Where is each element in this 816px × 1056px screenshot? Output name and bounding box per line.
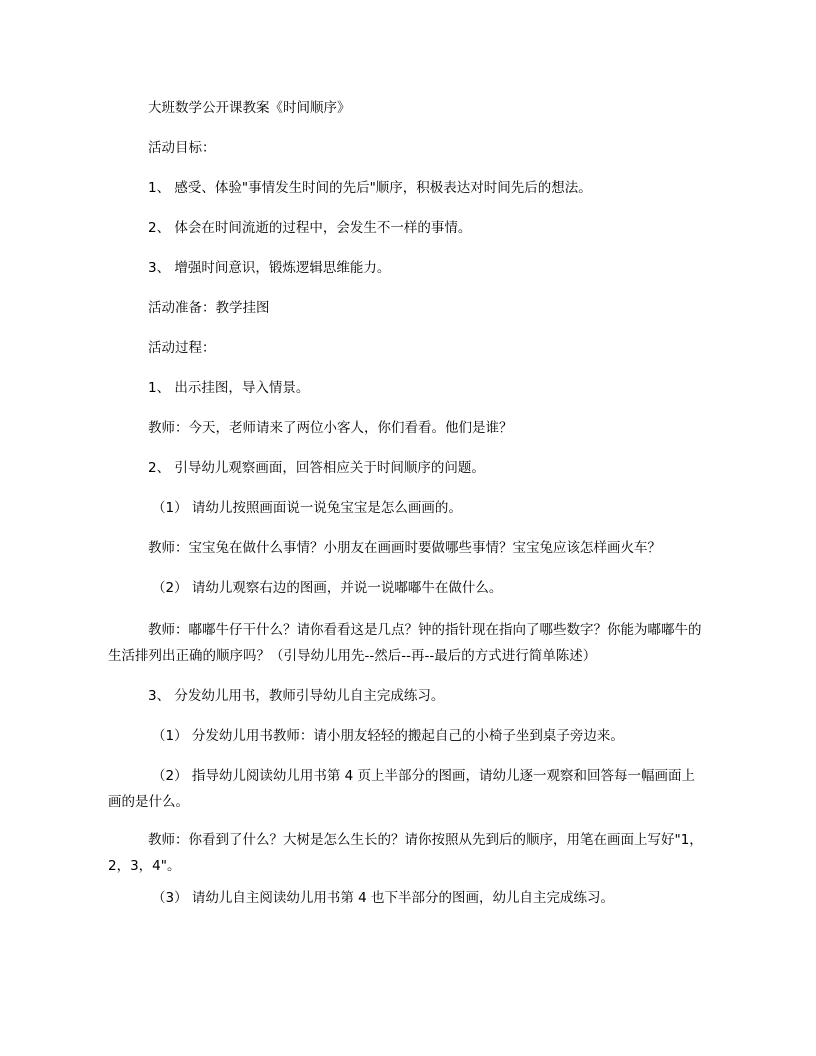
process-step-1: 1、 出示挂图，导入情景。 (148, 380, 310, 396)
teacher-line: 教师：宝宝兔在做什么事情？小朋友在画画时要做哪些事情？宝宝兔应该怎样画火车？ (148, 540, 661, 556)
substep-2: （2） 请幼儿观察右边的图画，并说一说嘟嘟牛在做什么。 (152, 580, 503, 596)
substep-1: （1） 分发幼儿用书教师：请小朋友轻轻的搬起自己的小椅子坐到桌子旁边来。 (152, 728, 624, 744)
substep-2: （2） 指导幼儿阅读幼儿用书第 4 页上半部分的图画，请幼儿逐一观察和回答每一幅画面上画的是什么。 (108, 768, 696, 810)
teacher-line: 教师：你看到了什么？大树是怎么生长的？请你按照从先到后的顺序，用笔在画面上写好"1，2，3，4"。 (108, 832, 703, 874)
goal-item-2: 2、 体会在时间流逝的过程中，会发生不一样的事情。 (148, 220, 472, 236)
goal-item-3: 3、 增强时间意识，锻炼逻辑思维能力。 (148, 260, 391, 276)
substep-3: （3） 请幼儿自主阅读幼儿用书第 4 也下半部分的图画，幼儿自主完成练习。 (152, 890, 615, 906)
document-title: 大班数学公开课教案《时间顺序》 (148, 100, 351, 116)
substep-1: （1） 请幼儿按照画面说一说兔宝宝是怎么画画的。 (152, 500, 462, 516)
teacher-line: 教师：今天，老师请来了两位小客人，你们看看。他们是谁？ (148, 420, 513, 436)
section-heading-goals: 活动目标： (148, 140, 216, 156)
section-heading-process: 活动过程： (148, 340, 216, 356)
teacher-line: 教师：嘟嘟牛仔干什么？请你看看这是几点？钟的指针现在指向了哪些数字？你能为嘟嘟牛的生活排列出正确的顺序吗？（引导幼儿用先--然后--再--最后的方式进行简单陈述） (108, 622, 702, 664)
goal-item-1: 1、 感受、体验"事情发生时间的先后"顺序，积极表达对时间先后的想法。 (148, 180, 592, 196)
process-step-2: 2、 引导幼儿观察画面，回答相应关于时间顺序的问题。 (148, 460, 485, 476)
section-heading-preparation: 活动准备：教学挂图 (148, 300, 270, 316)
process-step-3: 3、 分发幼儿用书，教师引导幼儿自主完成练习。 (148, 688, 445, 704)
